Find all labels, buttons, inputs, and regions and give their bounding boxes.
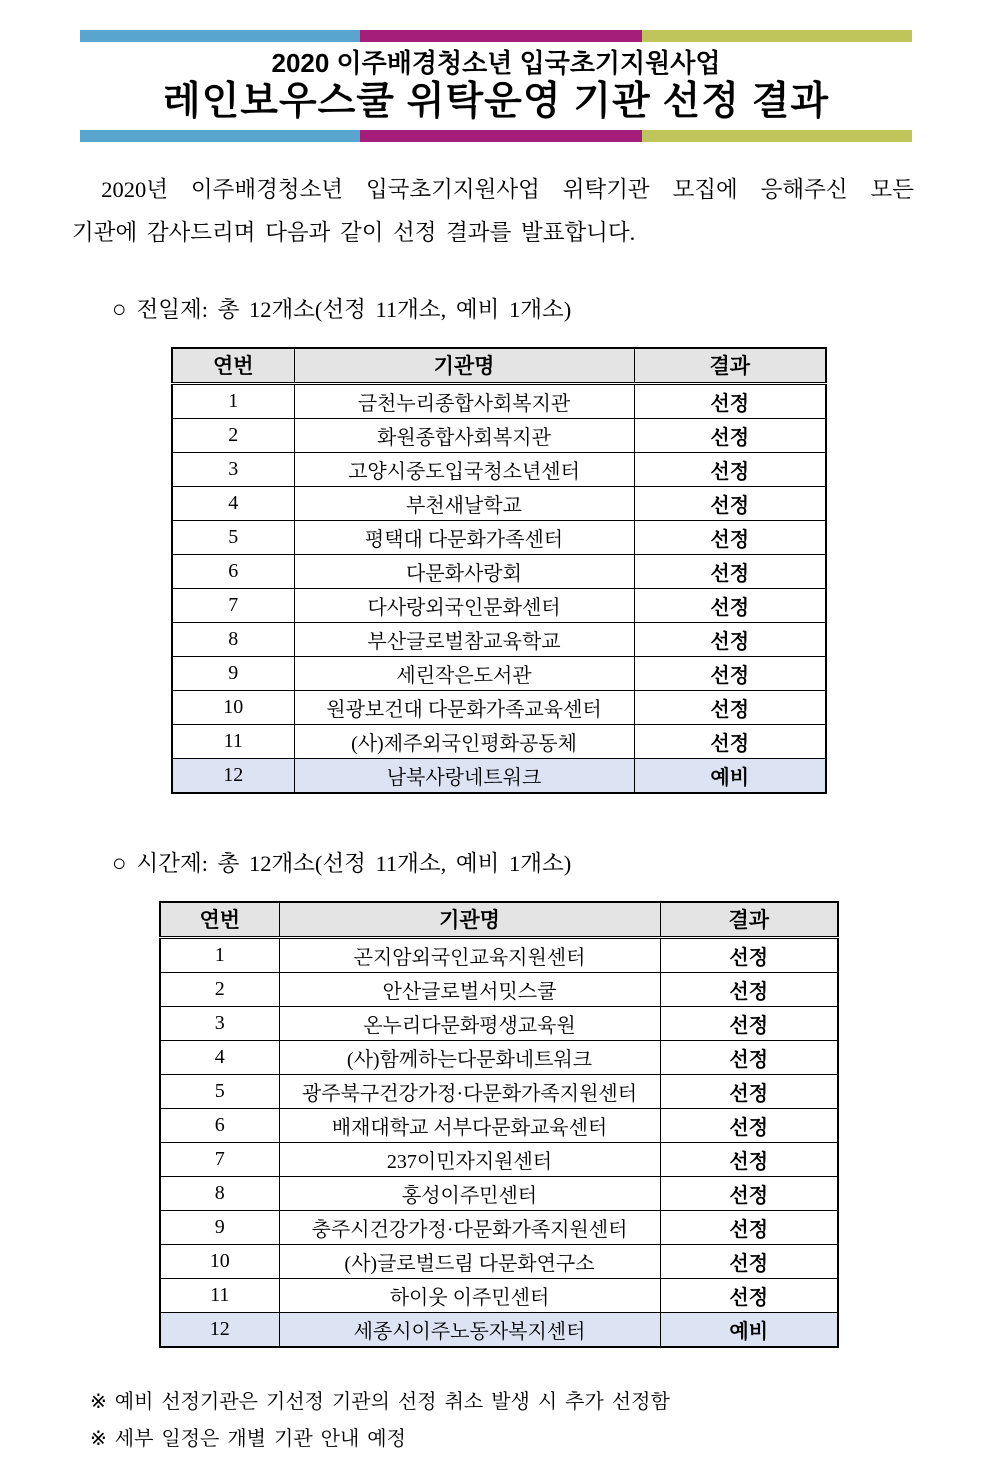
table-row: [160, 1108, 838, 1142]
result-cell: 선정: [634, 486, 826, 520]
org-name-cell: (사)글로벌드림 다문화연구소: [279, 1244, 660, 1278]
table-row: [172, 486, 826, 520]
result-cell: 예비: [660, 1312, 838, 1347]
fulltime-results-table: [171, 347, 827, 794]
table-row: [172, 622, 826, 656]
org-name-cell: 광주북구건강가정·다문화가족지원센터: [279, 1074, 660, 1108]
table-row: [160, 1244, 838, 1278]
org-name-cell: 고양시중도입국청소년센터: [294, 452, 634, 486]
table-row: [160, 1040, 838, 1074]
table-header-row: [160, 902, 838, 938]
result-cell: 선정: [660, 972, 838, 1006]
bar-segment-cyan: [80, 130, 360, 142]
row-number-cell: 2: [172, 418, 294, 452]
result-cell: 선정: [634, 690, 826, 724]
org-name-cell: 237이민자지원센터: [279, 1142, 660, 1176]
section-heading-text: 전일제: 총 12개소(선정 11개소, 예비 1개소): [136, 296, 572, 322]
table-row: [160, 1074, 838, 1108]
bar-segment-magenta: [360, 130, 642, 142]
org-name-cell: 부산글로벌참교육학교: [294, 622, 634, 656]
table-row: [172, 758, 826, 793]
footnote-line: [90, 1384, 992, 1421]
table-row: [160, 1006, 838, 1040]
table-row: [160, 972, 838, 1006]
org-name-cell: 곤지암외국인교육지원센터: [279, 937, 660, 972]
table-row: [160, 1210, 838, 1244]
result-cell: 선정: [634, 554, 826, 588]
org-name-cell: 남북사랑네트워크: [294, 758, 634, 793]
circle-bullet-icon: ○: [112, 296, 127, 323]
row-number-cell: 6: [172, 554, 294, 588]
result-cell: 선정: [634, 724, 826, 758]
row-number-cell: 6: [160, 1108, 279, 1142]
org-name-cell: 다문화사랑회: [294, 554, 634, 588]
org-name-cell: (사)제주외국인평화공동체: [294, 724, 634, 758]
table-row: [160, 1176, 838, 1210]
table-row: [172, 418, 826, 452]
row-number-cell: 7: [160, 1142, 279, 1176]
intro-line-1: 2020년 이주배경청소년 입국초기지원사업 위탁기관 모집에 응해주신 모든: [101, 177, 914, 203]
table-row: [172, 520, 826, 554]
row-number-cell: 9: [172, 656, 294, 690]
column-header-org-name: 기관명: [279, 902, 660, 938]
column-header-result: 결과: [660, 902, 838, 938]
row-number-cell: 8: [160, 1176, 279, 1210]
header-bottom-bar: [80, 130, 912, 142]
result-cell: 선정: [660, 1006, 838, 1040]
org-name-cell: 부천새날학교: [294, 486, 634, 520]
row-number-cell: 12: [172, 758, 294, 793]
row-number-cell: 5: [172, 520, 294, 554]
footnotes: [90, 1384, 992, 1458]
row-number-cell: 10: [172, 690, 294, 724]
result-cell: 예비: [634, 758, 826, 793]
row-number-cell: 9: [160, 1210, 279, 1244]
org-name-cell: 금천누리종합사회복지관: [294, 383, 634, 418]
table-row: [160, 1312, 838, 1347]
result-cell: 선정: [660, 1142, 838, 1176]
row-number-cell: 4: [172, 486, 294, 520]
bar-segment-olive: [642, 130, 912, 142]
row-number-cell: 10: [160, 1244, 279, 1278]
section-heading-fulltime: [112, 292, 992, 324]
section-heading-text: 시간제: 총 12개소(선정 11개소, 예비 1개소): [136, 850, 572, 876]
table-row: [160, 1278, 838, 1312]
bar-segment-magenta: [360, 30, 642, 42]
row-number-cell: 1: [172, 383, 294, 418]
result-cell: 선정: [660, 1210, 838, 1244]
footnote-text: 예비 선정기관은 기선정 기관의 선정 취소 발생 시 추가 선정함: [114, 1390, 670, 1413]
result-cell: 선정: [660, 1244, 838, 1278]
reference-mark-icon: ※: [90, 1427, 107, 1450]
org-name-cell: 다사랑외국인문화센터: [294, 588, 634, 622]
table-row: [172, 724, 826, 758]
column-header-number: 연번: [172, 348, 294, 384]
row-number-cell: 11: [160, 1278, 279, 1312]
org-name-cell: (사)함께하는다문화네트워크: [279, 1040, 660, 1074]
result-cell: 선정: [660, 1278, 838, 1312]
bar-segment-olive: [642, 30, 912, 42]
footnote-line: [90, 1421, 992, 1458]
result-cell: 선정: [634, 656, 826, 690]
reference-mark-icon: ※: [90, 1390, 107, 1413]
result-cell: 선정: [634, 588, 826, 622]
org-name-cell: 충주시건강가정·다문화가족지원센터: [279, 1210, 660, 1244]
column-header-result: 결과: [634, 348, 826, 384]
table-row: [172, 588, 826, 622]
document-title: 레인보우스쿨 위탁운영 기관 선정 결과: [162, 79, 830, 123]
table-row: [172, 656, 826, 690]
table-header-row: [172, 348, 826, 384]
result-cell: 선정: [660, 1074, 838, 1108]
org-name-cell: 안산글로벌서밋스쿨: [279, 972, 660, 1006]
result-cell: 선정: [660, 1176, 838, 1210]
table-row: [160, 937, 838, 972]
org-name-cell: 평택대 다문화가족센터: [294, 520, 634, 554]
table-row: [172, 690, 826, 724]
row-number-cell: 8: [172, 622, 294, 656]
org-name-cell: 세린작은도서관: [294, 656, 634, 690]
table-row: [160, 1142, 838, 1176]
org-name-cell: 온누리다문화평생교육원: [279, 1006, 660, 1040]
title-block: [80, 42, 912, 130]
result-cell: 선정: [634, 452, 826, 486]
row-number-cell: 5: [160, 1074, 279, 1108]
table-row: [172, 554, 826, 588]
row-number-cell: 2: [160, 972, 279, 1006]
intro-line-2: 기관에 감사드리며 다음과 같이 선정 결과를 발표합니다.: [72, 220, 636, 246]
result-cell: 선정: [634, 622, 826, 656]
intro-paragraph: [72, 169, 914, 255]
row-number-cell: 11: [172, 724, 294, 758]
parttime-results-table: [159, 901, 839, 1348]
org-name-cell: 화원종합사회복지관: [294, 418, 634, 452]
org-name-cell: 원광보건대 다문화가족교육센터: [294, 690, 634, 724]
org-name-cell: 세종시이주노동자복지센터: [279, 1312, 660, 1347]
row-number-cell: 12: [160, 1312, 279, 1347]
row-number-cell: 3: [172, 452, 294, 486]
result-cell: 선정: [660, 1108, 838, 1142]
result-cell: 선정: [634, 418, 826, 452]
result-cell: 선정: [660, 1040, 838, 1074]
org-name-cell: 홍성이주민센터: [279, 1176, 660, 1210]
footnote-text: 세부 일정은 개별 기관 안내 예정: [114, 1427, 406, 1450]
table-row: [172, 383, 826, 418]
section-heading-parttime: [112, 846, 992, 878]
column-header-number: 연번: [160, 902, 279, 938]
org-name-cell: 배재대학교 서부다문화교육센터: [279, 1108, 660, 1142]
result-cell: 선정: [634, 520, 826, 554]
row-number-cell: 1: [160, 937, 279, 972]
column-header-org-name: 기관명: [294, 348, 634, 384]
document-header: [0, 0, 992, 142]
row-number-cell: 3: [160, 1006, 279, 1040]
table-row: [172, 452, 826, 486]
circle-bullet-icon: ○: [112, 850, 127, 877]
bar-segment-cyan: [80, 30, 360, 42]
result-cell: 선정: [634, 383, 826, 418]
org-name-cell: 하이웃 이주민센터: [279, 1278, 660, 1312]
header-top-bar: [80, 30, 912, 42]
document-subtitle: 2020 이주배경청소년 입국초기지원사업: [271, 48, 721, 78]
row-number-cell: 7: [172, 588, 294, 622]
row-number-cell: 4: [160, 1040, 279, 1074]
result-cell: 선정: [660, 937, 838, 972]
